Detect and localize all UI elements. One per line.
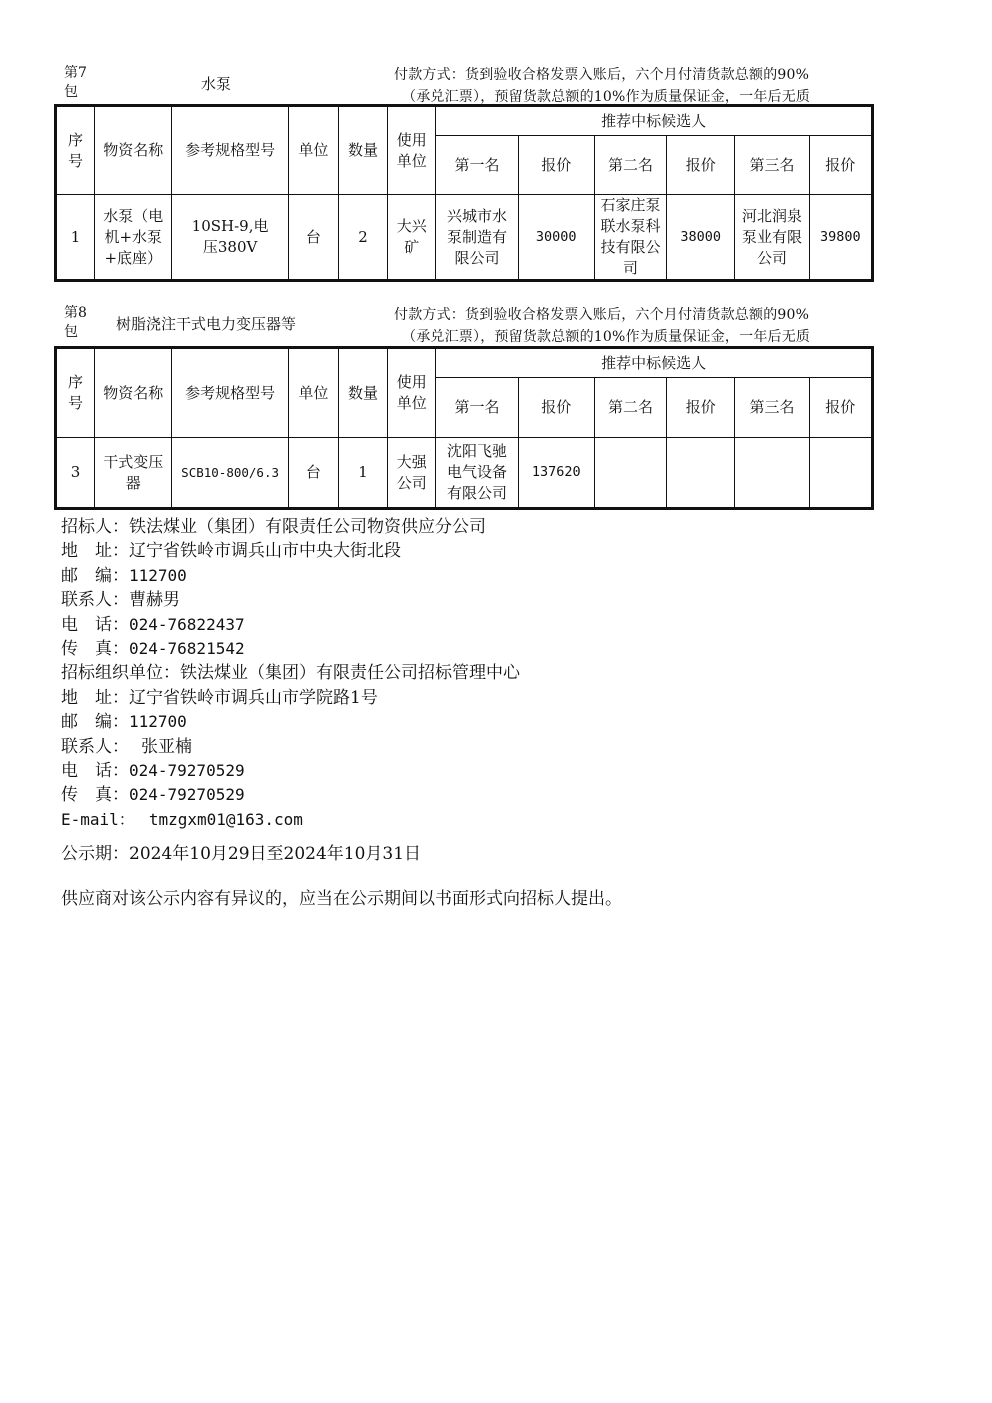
cell-spec: 10SH-9,电压380V <box>172 195 288 280</box>
cell-price-1: 137620 <box>518 438 594 508</box>
zip-value: 112700 <box>129 565 187 585</box>
header-third: 第三名 <box>735 136 809 195</box>
header-spec: 参考规格型号 <box>172 349 288 438</box>
cell-seq: 1 <box>57 195 95 280</box>
cell-use-unit: 大兴矿 <box>388 195 436 280</box>
package-8-header <box>60 304 872 348</box>
address-label: 地 址： <box>61 541 129 562</box>
header-seq: 序号 <box>57 349 95 438</box>
header-use-unit: 使用单位 <box>388 107 436 195</box>
cell-name: 干式变压器 <box>95 438 172 508</box>
cell-second: 石家庄泵联水泵科技有限公司 <box>594 195 666 280</box>
agency-row <box>61 661 921 685</box>
tel-row <box>61 613 921 637</box>
header-use-unit: 使用单位 <box>388 349 436 438</box>
agency-tel-row <box>61 759 921 783</box>
cell-price-1: 30000 <box>518 195 594 280</box>
notice-period-label: 公示期： <box>61 844 129 865</box>
header-price-2: 报价 <box>667 378 735 438</box>
agency-fax-value: 024-79270529 <box>129 785 245 805</box>
agency-address-label: 地 址： <box>61 687 129 708</box>
package-8-label: 第8 包 <box>64 305 87 340</box>
address-row <box>61 539 921 563</box>
tenderee-value: 铁法煤业（集团）有限责任公司物资供应分公司 <box>129 517 486 537</box>
email-row <box>61 808 921 832</box>
header-unit: 单位 <box>288 349 338 438</box>
agency-zip-label: 邮 编： <box>61 712 129 733</box>
fax-value: 024-76821542 <box>129 639 245 659</box>
header-first: 第一名 <box>436 378 518 438</box>
address-value: 辽宁省铁岭市调兵山市中央大街北段 <box>129 541 401 562</box>
tel-label: 电 话： <box>61 614 129 635</box>
agency-contact-label: 联系人： <box>61 736 129 757</box>
package-7-payment-terms <box>394 64 872 104</box>
header-price-2: 报价 <box>667 136 735 195</box>
agency-address-row <box>61 686 921 710</box>
payment-line-2: （承兑汇票），预留货款总额的10%作为质量保证金，一年后无质 <box>402 329 811 344</box>
header-second: 第二名 <box>594 378 666 438</box>
agency-tel-label: 电 话： <box>61 761 129 782</box>
agency-zip-row <box>61 710 921 734</box>
cell-price-2: 38000 <box>667 195 735 280</box>
payment-line-1: 付款方式：货到验收合格发票入账后，六个月付清货款总额的90% <box>394 307 810 323</box>
cell-name: 水泵（电机+水泵+底座） <box>95 195 172 280</box>
package-8-payment-terms <box>394 304 872 344</box>
cell-spec: SCB10-800/6.3 <box>172 438 288 508</box>
notice-period-row <box>61 842 921 866</box>
agency-zip-value: 112700 <box>129 712 187 732</box>
agency-address-value: 辽宁省铁岭市调兵山市学院路1号 <box>129 687 378 708</box>
header-first: 第一名 <box>436 136 518 195</box>
package-7-label: 第7 包 <box>64 65 87 100</box>
payment-line-2: （承兑汇票），预留货款总额的10%作为质量保证金，一年后无质 <box>402 89 811 104</box>
header-recommend: 推荐中标候选人 <box>436 107 872 136</box>
cell-third <box>735 438 809 508</box>
objection-note: 供应商对该公示内容有异议的，应当在公示期间以书面形式向招标人提出。 <box>61 888 622 909</box>
cell-unit: 台 <box>288 195 338 280</box>
header-price-1: 报价 <box>518 136 594 195</box>
contact-info <box>61 515 921 911</box>
cell-unit: 台 <box>288 438 338 508</box>
tenderee-row <box>61 515 921 539</box>
fax-row <box>61 637 921 661</box>
cell-use-unit: 大强公司 <box>388 438 436 508</box>
fax-label: 传 真： <box>61 639 129 660</box>
cell-qty: 1 <box>338 438 387 508</box>
zip-label: 邮 编： <box>61 565 129 586</box>
header-name: 物资名称 <box>95 349 172 438</box>
cell-price-2 <box>667 438 735 508</box>
tenderee-label: 招标人： <box>61 517 129 537</box>
email-value: tmzgxm01@163.com <box>148 809 303 829</box>
header-price-3: 报价 <box>809 136 871 195</box>
agency-label: 招标组织单位： <box>61 663 180 684</box>
agency-contact-row <box>61 735 921 759</box>
header-price-3: 报价 <box>809 378 871 438</box>
payment-line-1: 付款方式：货到验收合格发票入账后，六个月付清货款总额的90% <box>394 67 810 83</box>
cell-first: 兴城市水泵制造有限公司 <box>436 195 518 280</box>
header-third: 第三名 <box>735 378 809 438</box>
table-row <box>57 195 872 280</box>
cell-price-3: 39800 <box>809 195 871 280</box>
header-recommend: 推荐中标候选人 <box>436 349 872 378</box>
header-unit: 单位 <box>288 107 338 195</box>
package-7-header <box>60 64 872 108</box>
header-second: 第二名 <box>594 136 666 195</box>
package-7-table <box>56 106 872 280</box>
tel-value: 024-76822437 <box>129 614 245 634</box>
header-spec: 参考规格型号 <box>172 107 288 195</box>
agency-tel-value: 024-79270529 <box>129 761 245 781</box>
zip-row <box>61 564 921 588</box>
agency-value: 铁法煤业（集团）有限责任公司招标管理中心 <box>180 663 520 684</box>
package-8-title: 树脂浇注干式电力变压器等 <box>116 315 297 333</box>
header-qty: 数量 <box>338 107 387 195</box>
header-name: 物资名称 <box>95 107 172 195</box>
contact-person-row <box>61 588 921 612</box>
cell-first: 沈阳飞驰电气设备有限公司 <box>436 438 518 508</box>
agency-contact-value: 张亚楠 <box>141 736 192 757</box>
cell-second <box>594 438 666 508</box>
cell-price-3 <box>809 438 871 508</box>
header-seq: 序号 <box>57 107 95 195</box>
header-price-1: 报价 <box>518 378 594 438</box>
table-row <box>57 438 872 508</box>
agency-fax-row <box>61 783 921 807</box>
package-8-table <box>56 348 872 508</box>
cell-seq: 3 <box>57 438 95 508</box>
contact-person-value: 曹赫男 <box>129 590 180 611</box>
package-7-title: 水泵 <box>201 75 232 93</box>
agency-fax-label: 传 真： <box>61 785 129 806</box>
notice-period-value: 2024年10月29日至2024年10月31日 <box>129 844 422 865</box>
header-qty: 数量 <box>338 349 387 438</box>
cell-qty: 2 <box>338 195 387 280</box>
contact-person-label: 联系人： <box>61 590 129 611</box>
email-label: E-mail： <box>61 809 135 829</box>
cell-third: 河北润泉泵业有限公司 <box>735 195 809 280</box>
